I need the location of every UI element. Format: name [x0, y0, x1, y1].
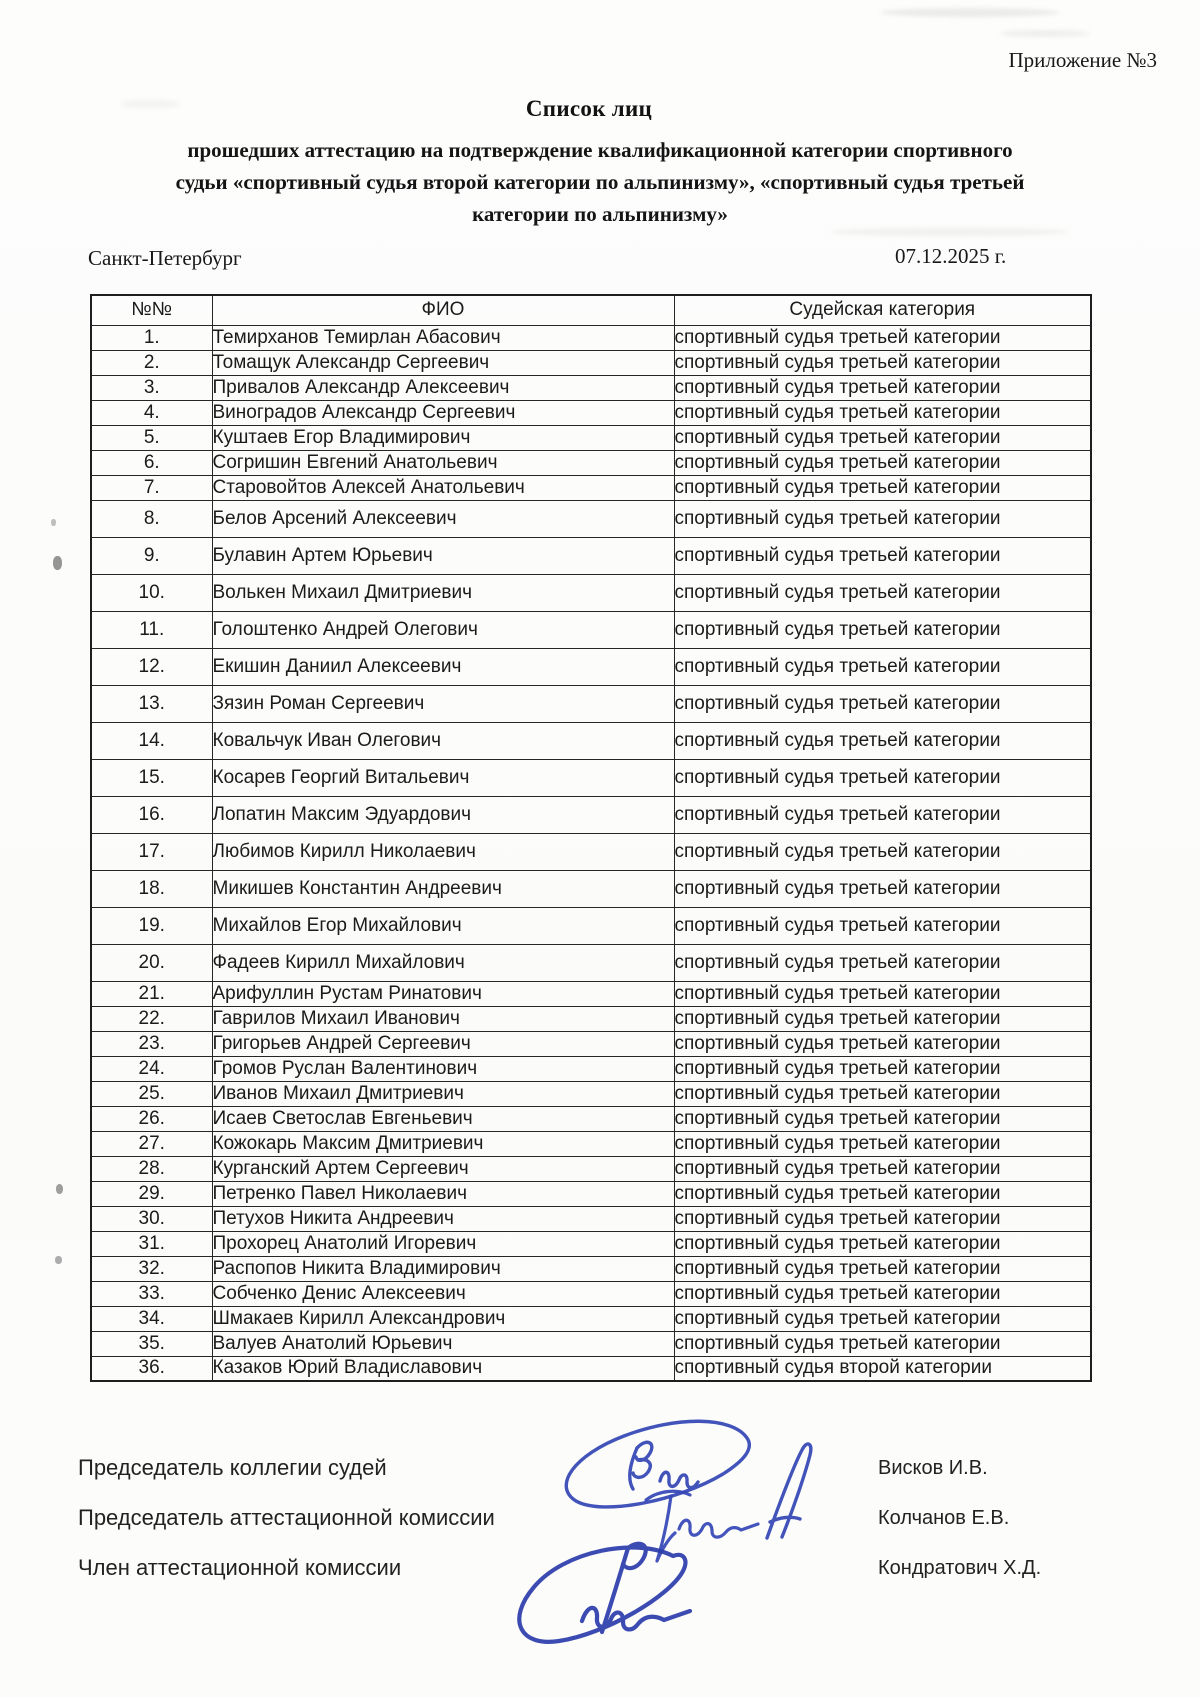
name-cell: Валуев Анатолий Юрьевич: [212, 1331, 674, 1356]
row-number-cell: 29.: [91, 1181, 212, 1206]
table-row: [91, 1281, 1091, 1306]
name-cell: Косарев Георгий Витальевич: [212, 759, 674, 796]
signatory-row: [78, 1455, 1122, 1505]
table-row: [91, 944, 1091, 981]
row-number-cell: 18.: [91, 870, 212, 907]
name-cell: Согришин Евгений Анатольевич: [212, 450, 674, 475]
category-cell: спортивный судья третьей категории: [674, 574, 1091, 611]
table-row: [91, 1131, 1091, 1156]
city-label: Санкт-Петербург: [88, 246, 242, 270]
category-cell: спортивный судья третьей категории: [674, 325, 1091, 350]
signatories: [78, 1455, 1122, 1605]
row-number-cell: 4.: [91, 400, 212, 425]
row-number-cell: 31.: [91, 1231, 212, 1256]
name-cell: Арифуллин Рустам Ринатович: [212, 981, 674, 1006]
row-number-cell: 17.: [91, 833, 212, 870]
category-cell: спортивный судья третьей категории: [674, 1081, 1091, 1106]
subtitle-line: категории по альпинизму»: [472, 202, 728, 226]
name-cell: Куштаев Егор Владимирович: [212, 425, 674, 450]
name-cell: Михайлов Егор Михайлович: [212, 907, 674, 944]
name-cell: Петренко Павел Николаевич: [212, 1181, 674, 1206]
table-row: [91, 1306, 1091, 1331]
table-row: [91, 425, 1091, 450]
category-cell: спортивный судья третьей категории: [674, 500, 1091, 537]
row-number-cell: 3.: [91, 375, 212, 400]
row-number-cell: 7.: [91, 475, 212, 500]
table-row: [91, 685, 1091, 722]
table-row: [91, 759, 1091, 796]
row-number-cell: 21.: [91, 981, 212, 1006]
signatory-row: [78, 1555, 1122, 1605]
name-cell: Микишев Константин Андреевич: [212, 870, 674, 907]
column-header-number: №№: [91, 295, 212, 325]
signatory-role: Председатель аттестационной комиссии: [78, 1505, 495, 1530]
table-row: [91, 1331, 1091, 1356]
name-cell: Голоштенко Андрей Олегович: [212, 611, 674, 648]
table-row: [91, 1081, 1091, 1106]
row-number-cell: 19.: [91, 907, 212, 944]
table-header-row: [91, 295, 1091, 325]
name-cell: Курганский Артем Сергеевич: [212, 1156, 674, 1181]
category-cell: спортивный судья третьей категории: [674, 870, 1091, 907]
category-cell: спортивный судья третьей категории: [674, 1206, 1091, 1231]
row-number-cell: 8.: [91, 500, 212, 537]
table-row: [91, 475, 1091, 500]
scan-noise: [1000, 30, 1090, 37]
category-cell: спортивный судья третьей категории: [674, 833, 1091, 870]
date-label: 07.12.2025 г.: [895, 244, 1007, 268]
name-cell: Томащук Александр Сергеевич: [212, 350, 674, 375]
table-row: [91, 1031, 1091, 1056]
name-cell: Лопатин Максим Эдуардович: [212, 796, 674, 833]
signatory-role: Член аттестационной комиссии: [78, 1555, 402, 1580]
category-cell: спортивный судья третьей категории: [674, 759, 1091, 796]
name-cell: Собченко Денис Алексеевич: [212, 1281, 674, 1306]
category-cell: спортивный судья третьей категории: [674, 907, 1091, 944]
column-header-name: ФИО: [212, 295, 674, 325]
table-body: [91, 325, 1091, 1381]
name-cell: Петухов Никита Андреевич: [212, 1206, 674, 1231]
table-row: [91, 1256, 1091, 1281]
name-cell: Иванов Михаил Дмитриевич: [212, 1081, 674, 1106]
table-row: [91, 1056, 1091, 1081]
category-cell: спортивный судья третьей категории: [674, 450, 1091, 475]
name-cell: Екишин Даниил Алексеевич: [212, 648, 674, 685]
row-number-cell: 2.: [91, 350, 212, 375]
category-cell: спортивный судья третьей категории: [674, 611, 1091, 648]
row-number-cell: 23.: [91, 1031, 212, 1056]
table-row: [91, 870, 1091, 907]
table-row: [91, 648, 1091, 685]
category-cell: спортивный судья третьей категории: [674, 537, 1091, 574]
row-number-cell: 28.: [91, 1156, 212, 1181]
category-cell: спортивный судья третьей категории: [674, 1156, 1091, 1181]
table-row: [91, 400, 1091, 425]
table-row: [91, 325, 1091, 350]
table-row: [91, 375, 1091, 400]
table-row: [91, 907, 1091, 944]
category-cell: спортивный судья третьей категории: [674, 685, 1091, 722]
row-number-cell: 30.: [91, 1206, 212, 1231]
table-row: [91, 611, 1091, 648]
subtitle-line: прошедших аттестацию на подтверждение квалификационной категории спортивного: [187, 138, 1013, 162]
category-cell: спортивный судья третьей категории: [674, 648, 1091, 685]
annex-label: Приложение №3: [1008, 48, 1157, 72]
name-cell: Старовойтов Алексей Анатольевич: [212, 475, 674, 500]
name-cell: Распопов Никита Владимирович: [212, 1256, 674, 1281]
column-header-category: Судейская категория: [674, 295, 1091, 325]
row-number-cell: 13.: [91, 685, 212, 722]
category-cell: спортивный судья третьей категории: [674, 1231, 1091, 1256]
table-row: [91, 796, 1091, 833]
row-number-cell: 22.: [91, 1006, 212, 1031]
judges-table: [90, 294, 1092, 1382]
category-cell: спортивный судья третьей категории: [674, 1256, 1091, 1281]
name-cell: Зязин Роман Сергеевич: [212, 685, 674, 722]
signatory-name: Колчанов Е.В.: [878, 1507, 1010, 1529]
row-number-cell: 25.: [91, 1081, 212, 1106]
table-row: [91, 1231, 1091, 1256]
category-cell: спортивный судья третьей категории: [674, 1281, 1091, 1306]
signatory-name: Кондратович Х.Д.: [878, 1557, 1042, 1579]
table-row: [91, 722, 1091, 759]
row-number-cell: 1.: [91, 325, 212, 350]
table-row: [91, 1181, 1091, 1206]
name-cell: Любимов Кирилл Николаевич: [212, 833, 674, 870]
category-cell: спортивный судья третьей категории: [674, 400, 1091, 425]
row-number-cell: 34.: [91, 1306, 212, 1331]
category-cell: спортивный судья третьей категории: [674, 350, 1091, 375]
table-row: [91, 1206, 1091, 1231]
scan-smudge: [55, 1256, 62, 1264]
row-number-cell: 9.: [91, 537, 212, 574]
name-cell: Булавин Артем Юрьевич: [212, 537, 674, 574]
row-number-cell: 27.: [91, 1131, 212, 1156]
name-cell: Шмакаев Кирилл Александрович: [212, 1306, 674, 1331]
name-cell: Волькен Михаил Дмитриевич: [212, 574, 674, 611]
category-cell: спортивный судья третьей категории: [674, 1006, 1091, 1031]
category-cell: спортивный судья третьей категории: [674, 944, 1091, 981]
name-cell: Ковальчук Иван Олегович: [212, 722, 674, 759]
category-cell: спортивный судья третьей категории: [674, 1331, 1091, 1356]
name-cell: Кожокарь Максим Дмитриевич: [212, 1131, 674, 1156]
row-number-cell: 16.: [91, 796, 212, 833]
category-cell: спортивный судья третьей категории: [674, 796, 1091, 833]
category-cell: спортивный судья второй категории: [674, 1356, 1091, 1381]
name-cell: Виноградов Александр Сергеевич: [212, 400, 674, 425]
category-cell: спортивный судья третьей категории: [674, 1106, 1091, 1131]
name-cell: Прохорец Анатолий Игоревич: [212, 1231, 674, 1256]
name-cell: Фадеев Кирилл Михайлович: [212, 944, 674, 981]
category-cell: спортивный судья третьей категории: [674, 1181, 1091, 1206]
table-row: [91, 833, 1091, 870]
scan-smudge: [56, 1184, 63, 1194]
table-row: [91, 1006, 1091, 1031]
table-row: [91, 537, 1091, 574]
scan-smudge: [53, 556, 62, 570]
name-cell: Григорьев Андрей Сергеевич: [212, 1031, 674, 1056]
name-cell: Казаков Юрий Владиславович: [212, 1356, 674, 1381]
subtitle-line: судьи «спортивный судья второй категории по альпинизму», «спортивный судья третьей: [175, 170, 1025, 194]
row-number-cell: 32.: [91, 1256, 212, 1281]
row-number-cell: 12.: [91, 648, 212, 685]
table-row: [91, 1156, 1091, 1181]
table-row: [91, 1106, 1091, 1131]
name-cell: Привалов Александр Алексеевич: [212, 375, 674, 400]
row-number-cell: 14.: [91, 722, 212, 759]
category-cell: спортивный судья третьей категории: [674, 981, 1091, 1006]
row-number-cell: 20.: [91, 944, 212, 981]
row-number-cell: 24.: [91, 1056, 212, 1081]
category-cell: спортивный судья третьей категории: [674, 1031, 1091, 1056]
category-cell: спортивный судья третьей категории: [674, 722, 1091, 759]
row-number-cell: 6.: [91, 450, 212, 475]
signatory-name: Висков И.В.: [878, 1457, 988, 1479]
category-cell: спортивный судья третьей категории: [674, 1306, 1091, 1331]
scan-noise: [880, 8, 1060, 17]
row-number-cell: 33.: [91, 1281, 212, 1306]
category-cell: спортивный судья третьей категории: [674, 375, 1091, 400]
row-number-cell: 15.: [91, 759, 212, 796]
table-row: [91, 500, 1091, 537]
table-row: [91, 350, 1091, 375]
name-cell: Темирханов Темирлан Абасович: [212, 325, 674, 350]
name-cell: Громов Руслан Валентинович: [212, 1056, 674, 1081]
row-number-cell: 11.: [91, 611, 212, 648]
signatory-role: Председатель коллегии судей: [78, 1455, 387, 1480]
table-row: [91, 574, 1091, 611]
name-cell: Белов Арсений Алексеевич: [212, 500, 674, 537]
table-row: [91, 1356, 1091, 1381]
name-cell: Гаврилов Михаил Иванович: [212, 1006, 674, 1031]
category-cell: спортивный судья третьей категории: [674, 475, 1091, 500]
table-row: [91, 450, 1091, 475]
category-cell: спортивный судья третьей категории: [674, 1056, 1091, 1081]
scan-smudge: [51, 519, 56, 526]
document-subtitle: [100, 134, 1100, 230]
row-number-cell: 10.: [91, 574, 212, 611]
category-cell: спортивный судья третьей категории: [674, 425, 1091, 450]
row-number-cell: 26.: [91, 1106, 212, 1131]
row-number-cell: 35.: [91, 1331, 212, 1356]
table-row: [91, 981, 1091, 1006]
name-cell: Исаев Светослав Евгеньевич: [212, 1106, 674, 1131]
signatory-row: [78, 1505, 1122, 1555]
row-number-cell: 5.: [91, 425, 212, 450]
page-title: Список лиц: [525, 96, 653, 121]
row-number-cell: 36.: [91, 1356, 212, 1381]
category-cell: спортивный судья третьей категории: [674, 1131, 1091, 1156]
